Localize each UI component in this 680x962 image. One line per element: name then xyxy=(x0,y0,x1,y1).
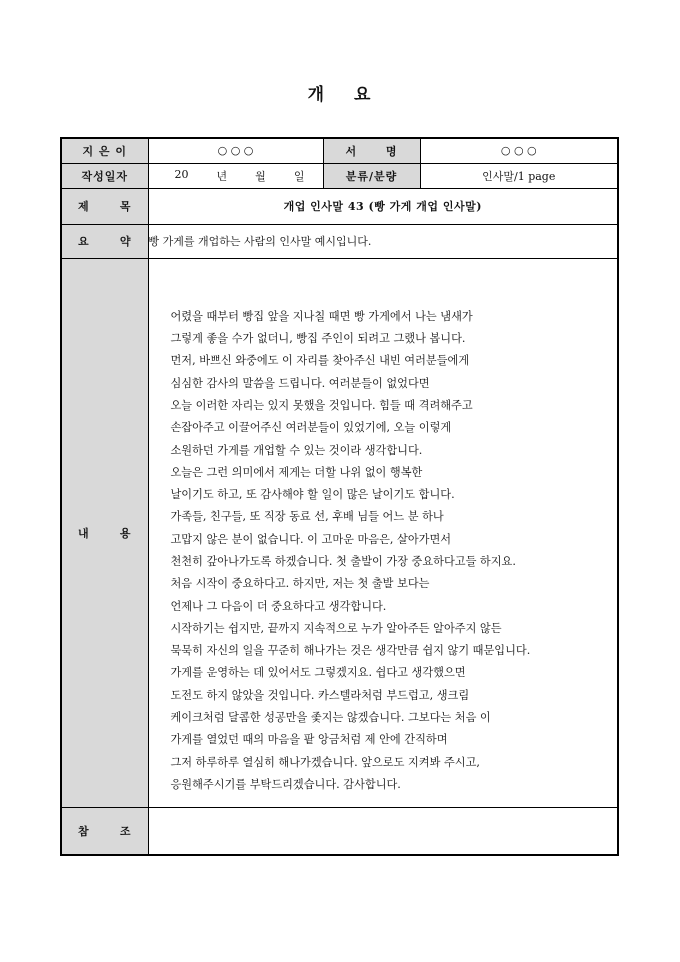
date-year-unit: 년 xyxy=(216,169,228,183)
document-title-char-2: 요 xyxy=(354,85,373,105)
author-value: ○ ○ ○ xyxy=(148,138,323,163)
subject-value: 개업 인사말 43 (빵 가게 개업 인사말) xyxy=(148,188,618,224)
subject-label-char-2: 목 xyxy=(119,200,132,213)
content-line: 그저 하루하루 열심히 해나가겠습니다. 앞으로도 지켜봐 주시고, xyxy=(170,755,480,769)
author-label: 지 은 이 xyxy=(61,138,148,163)
signature-label-char-2: 명 xyxy=(385,144,398,158)
category-value: 인사말/1 page xyxy=(420,163,618,188)
reference-label xyxy=(61,807,148,855)
reference-row xyxy=(61,807,618,855)
subject-label-char-1: 제 xyxy=(78,200,90,213)
category-label: 분류/분량 xyxy=(323,163,420,188)
date-day-unit: 일 xyxy=(293,169,305,183)
content-line: 시작하기는 쉽지만, 끝까지 지속적으로 누가 알아주든 알아주지 않든 xyxy=(170,621,502,635)
document-title xyxy=(0,80,680,105)
summary-value: 빵 가게를 개업하는 사람의 인사말 예시입니다. xyxy=(148,224,618,258)
date-year: 20 xyxy=(174,167,189,181)
subject-label xyxy=(61,188,148,224)
date-row xyxy=(61,163,618,188)
reference-label-char-1: 참 xyxy=(78,824,90,838)
summary-row xyxy=(61,224,618,258)
content-label-char-1: 내 xyxy=(78,526,90,540)
content-line: 고맙지 않은 분이 없습니다. 이 고마운 마음은, 살아가면서 xyxy=(170,532,452,546)
content-line: 도전도 하지 않았을 것입니다. 카스텔라처럼 부드럽고, 생크림 xyxy=(170,688,470,702)
date-value xyxy=(148,163,323,188)
content-line: 오늘 이러한 자리는 있지 못했을 것입니다. 힘들 때 격려해주고 xyxy=(170,398,473,412)
content-line: 가게를 열었던 때의 마음을 팥 앙금처럼 제 안에 간직하며 xyxy=(170,733,448,747)
content-line: 처음 시작이 중요하다고. 하지만, 저는 첫 출발 보다는 xyxy=(170,577,430,591)
content-line: 소원하던 가게를 개업할 수 있는 것이라 생각합니다. xyxy=(170,443,423,457)
content-line: 날이기도 하고, 또 감사해야 할 일이 많은 날이기도 합니다. xyxy=(170,488,455,502)
content-line: 천천히 갚아나가도록 하겠습니다. 첫 출발이 가장 중요하다고들 하지요. xyxy=(170,555,516,568)
content-body xyxy=(148,258,618,807)
content-line: 그렇게 좋을 수가 없더니, 빵집 주인이 되려고 그랬나 봅니다. xyxy=(170,332,466,346)
content-label-char-2: 용 xyxy=(119,526,132,540)
date-label: 작성일자 xyxy=(61,163,148,188)
document-title-char-1: 개 xyxy=(307,85,326,105)
content-line: 응원해주시기를 부탁드리겠습니다. 감사합니다. xyxy=(170,777,401,791)
date-month-unit: 월 xyxy=(255,169,266,183)
content-line: 오늘은 그런 의미에서 제게는 더할 나위 없이 행복한 xyxy=(170,465,423,479)
signature-value: ○ ○ ○ xyxy=(420,138,618,163)
reference-label-char-2: 조 xyxy=(119,824,132,838)
subject-row xyxy=(61,188,618,224)
document-info-table xyxy=(60,137,619,856)
content-row xyxy=(61,258,618,807)
content-line: 언제나 그 다음이 더 중요하다고 생각합니다. xyxy=(170,599,387,613)
content-text xyxy=(149,269,618,797)
signature-label-char-1: 서 xyxy=(345,144,358,158)
content-line: 가족들, 친구들, 또 직장 동료 선, 후배 님들 어느 분 하나 xyxy=(170,510,444,524)
content-line: 가게를 운영하는 데 있어서도 그렇겠지요. 쉽다고 생각했으면 xyxy=(170,666,466,680)
summary-label-char-2: 약 xyxy=(119,235,132,248)
summary-label xyxy=(61,224,148,258)
content-line: 묵묵히 자신의 일을 꾸준히 해나가는 것은 생각만큼 쉽지 않기 때문입니다. xyxy=(170,644,531,658)
content-line: 손잡아주고 이끌어주신 여러분들이 있었기에, 오늘 이렇게 xyxy=(170,421,452,435)
content-label xyxy=(61,258,148,807)
reference-value xyxy=(148,807,618,855)
content-line: 심심한 감사의 말씀을 드립니다. 여러분들이 없었다면 xyxy=(170,376,430,390)
content-line: 케이크처럼 달콤한 성공만을 좇지는 않겠습니다. 그보다는 처음 이 xyxy=(170,711,491,725)
summary-label-char-1: 요 xyxy=(78,235,90,248)
signature-label xyxy=(323,138,420,163)
content-line: 먼저, 바쁘신 와중에도 이 자리를 찾아주신 내빈 여러분들에게 xyxy=(170,354,470,368)
content-line: 어렸을 때부터 빵집 앞을 지나칠 때면 빵 가게에서 나는 냄새가 xyxy=(170,309,473,323)
author-row xyxy=(61,138,618,163)
